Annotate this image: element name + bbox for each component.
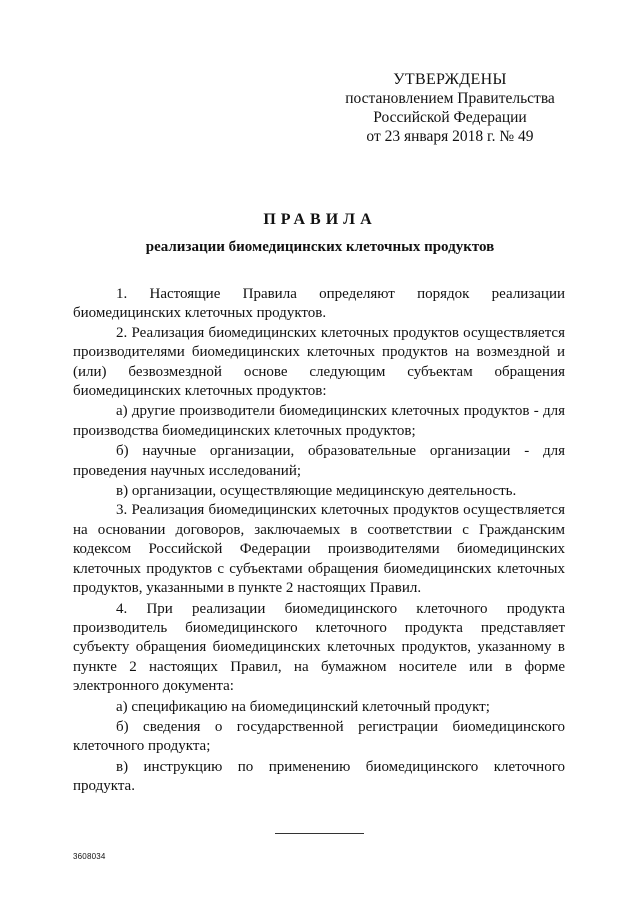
approval-line-1: постановлением Правительства xyxy=(345,90,555,107)
paragraph-2a: а) другие производители биомедицинских клеточных продуктов - для производства биомедицинских клеточных продуктов; xyxy=(73,403,565,439)
paragraph-4a: а) спецификацию на биомедицинский клеточный продукт; xyxy=(116,698,490,715)
approval-line-2: Российской Федерации xyxy=(373,109,527,126)
document-title: ПРАВИЛА xyxy=(263,211,377,228)
document-body xyxy=(73,285,565,797)
approval-line-3: от 23 января 2018 г. № 49 xyxy=(366,128,534,145)
footer-divider xyxy=(275,833,364,834)
paragraph-2: 2. Реализация биомедицинских клеточных продуктов осуществляется производителями биомедицинских клеточных продуктов на возмездной и (или) безвозмездной основе следующим субъектам обращения биомедицинских клеточных продуктов: xyxy=(73,324,565,400)
paragraph-2c: в) организации, осуществляющие медицинскую деятельность. xyxy=(116,483,517,500)
paragraph-4c: в) инструкцию по применению биомедицинского клеточного продукта. xyxy=(73,758,565,795)
paragraph-4b: б) сведения о государственной регистрации биомедицинского клеточного продукта; xyxy=(73,718,565,755)
paragraph-4: 4. При реализации биомедицинского клеточного продукта производитель биомедицинского клеточного продукта представляет субъекту обращения биомедицинских клеточных продуктов, указанному в пункте 2 настоящих Правил, на бумажном носителе или в форме электронного документа: xyxy=(73,600,565,695)
paragraph-1: 1. Настоящие Правила определяют порядок реализации биомедицинских клеточных продуктов. xyxy=(73,286,565,322)
paragraph-3: 3. Реализация биомедицинских клеточных продуктов осуществляется на основании договоров, заключаемых в соответствии с Гражданским кодексом Российской Федерации производителями биомедицинских клеточных продуктов с субъектами обращения биомедицинских клеточных продуктов, указанными в пункте 2 настоящих Правил. xyxy=(73,502,565,597)
paragraph-2b: б) научные организации, образовательные организации - для проведения научных исследований; xyxy=(73,443,565,479)
document-code: 3608034 xyxy=(73,852,106,861)
approval-block xyxy=(330,70,570,146)
document-subtitle: реализации биомедицинских клеточных продуктов xyxy=(145,239,495,255)
approval-heading: УТВЕРЖДЕНЫ xyxy=(393,71,507,88)
